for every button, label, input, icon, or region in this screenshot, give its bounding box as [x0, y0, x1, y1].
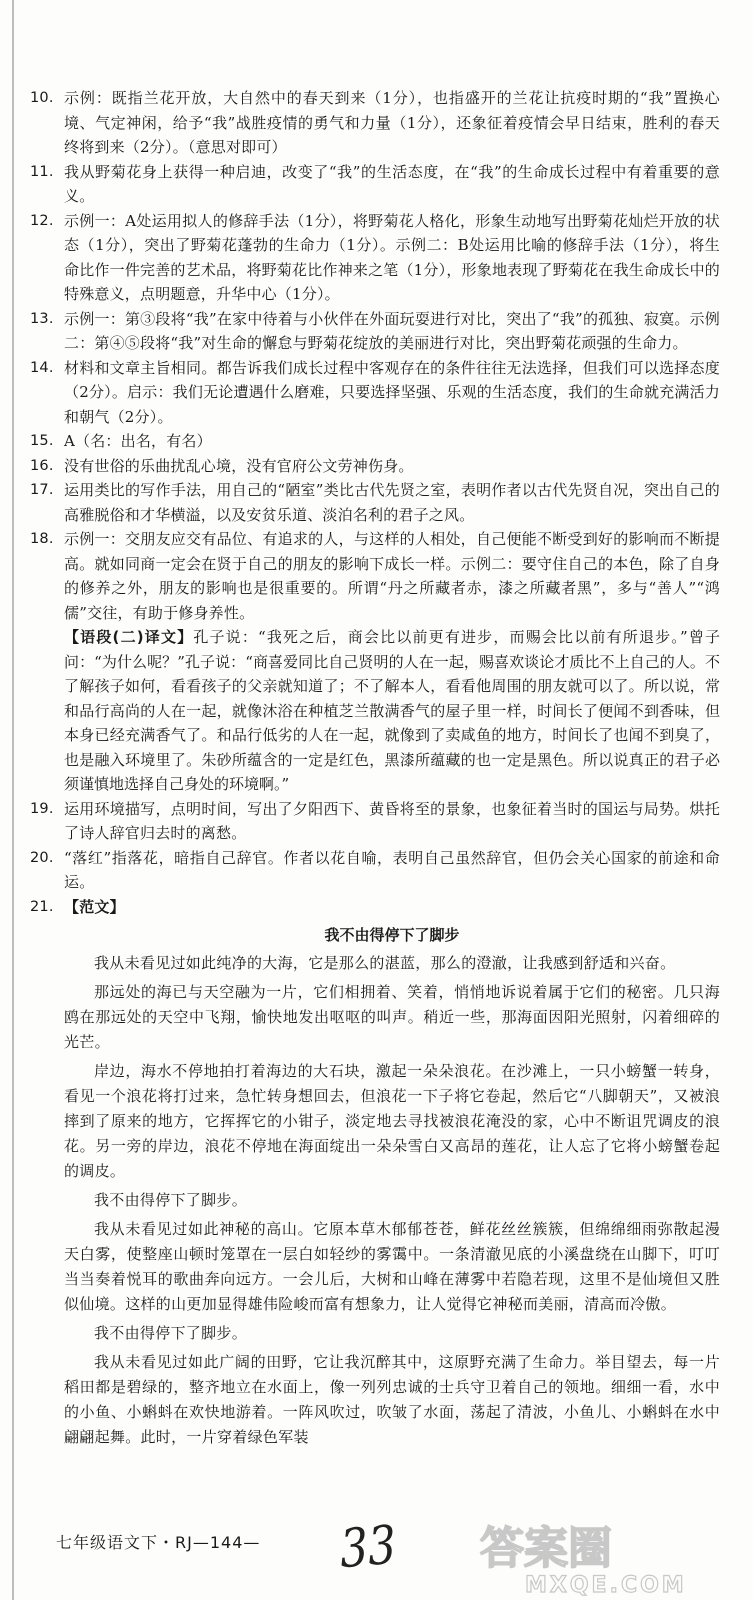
- answer-text: “落红”指落花，暗指自己辞官。作者以花自喻，表明自己虽然辞官，但仍会关心国家的前途和命运。: [64, 848, 720, 891]
- answer-item: [30, 356, 720, 430]
- essay-paragraph: 那远处的海已与天空融为一片，它们相拥着、笑着，悄悄地诉说着属于它们的秘密。几只海鸥在那远处的天空中飞翔，愉快地发出呕呕的叫声。稍近一些，那海面因阳光照射，闪着细碎的光芒。: [64, 983, 720, 1051]
- answer-text: 我从野菊花身上获得一种启迪，改变了“我”的生活态度，在“我”的生命成长过程中有着重要的意义。: [64, 162, 720, 205]
- answer-item: [30, 429, 720, 454]
- answer-item: [30, 527, 720, 625]
- answer-text: 示例：既指兰花开放，大自然中的春天到来（1分），也指盛开的兰花让抗疫时期的“我”置换心境、气定神闲，给予“我”战胜疫情的勇气和力量（1分），还象征着疫情会早日结束，胜利的春天终将到来（2分）。（意思对即可）: [64, 89, 720, 156]
- answer-text: 示例一：交朋友应交有品位、有追求的人，与这样的人相处，自己便能不断受到好的影响而不断提高。就如同商一定会在贤于自己的朋友的影响下成长一样。示例二：要守住自己的本色，除了自身的修养之外，朋友的影响也是很重要的。所谓“丹之所藏者赤，漆之所藏者黑”，多与“善人”“鸿儒”交往，有助于修身养性。: [64, 530, 720, 622]
- answer-item: [30, 209, 720, 307]
- essay-paragraph: 我从未看见过如此神秘的高山。它原本草木郁郁苍苍，鲜花丝丝簇簇，但绵绵细雨弥散起漫天白雾，使整座山顿时笼罩在一层白如轻纱的雾霭中。一条清澈见底的小溪盘绕在山脚下，叮叮当当奏着悦耳的歌曲奔向远方。一会儿后，大树和山峰在薄雾中若隐若现，这里不是仙境但又胜似仙境。这样的山更加显得雄伟险峻而富有想象力，让人觉得它神秘而美丽，清高而冷傲。: [64, 1220, 720, 1313]
- watermark-title: 答案圈: [480, 1523, 612, 1574]
- answer-item-21: [30, 895, 720, 920]
- answer-number: 19.: [30, 800, 54, 817]
- answer-number: 18.: [30, 531, 54, 547]
- translation-label: 【语段(二)译文】: [64, 628, 194, 646]
- essay-paragraph: 我从未看见过如此纯净的大海，它是那么的湛蓝，那么的澄澈，让我感到舒适和兴奋。: [94, 954, 676, 972]
- answer-item: [30, 160, 720, 209]
- answer-item: [30, 846, 720, 895]
- page-footer: 七年级语文下・RJ—144—: [56, 1533, 261, 1552]
- answer-number: 20.: [30, 849, 54, 866]
- answer-item: [30, 478, 720, 527]
- answer-text: A（名：出名，有名）: [64, 432, 212, 450]
- answer-number: 14.: [30, 359, 54, 376]
- translation-text: 孔子说：“我死之后，商会比以前更有进步，而赐会比以前有所退步。”曾子问：“为什么呢？”孔子说：“商喜爱同比自己贤明的人在一起，赐喜欢谈论才质比不上自己的人。不了解孩子如何，看看孩子的父亲就知道了；不了解本人，看看他周围的朋友就可以了。所以说，常和品行高尚的人在一起，就像沐浴在种植芝兰散满香气的屋子里一样，时间长了便闻不到香味，但本身已经充满香气了。和品行低劣的人在一起，就像到了卖咸鱼的地方，时间长了也闻不到臭了，也是融入环境里了。朱砂所蕴含的一定是红色，黑漆所蕴藏的也一定是黑色。所以说真正的君子必须谨慎地选择自己身处的环境啊。”: [64, 628, 720, 793]
- essay-paragraph: 我从未看见过如此广阔的田野，它让我沉醉其中，这原野充满了生命力。举目望去，每一片稻田都是碧绿的，整齐地立在水面上，像一列列忠诚的士兵守卫着自己的领地。细细一看，水中的小鱼、小蝌蚪在欢快地游着。一阵风吹过，吹皱了水面，荡起了清波，小鱼儿、小蝌蚪在水中翩翩起舞。此时，一片穿着绿色军装: [64, 1353, 720, 1446]
- translation-block: [30, 625, 720, 797]
- essay-paragraph: 岸边，海水不停地拍打着海边的大石块，激起一朵朵浪花。在沙滩上，一只小螃蟹一转身，看见一个浪花将打过来，急忙转身想回去，但浪花一下子将它卷起，然后它“八脚朝天”，又被浪摔到了原来的地方，它挥挥它的小钳子，淡定地去寻找被浪花淹没的家，心中不断诅咒调皮的浪花。另一旁的岸边，浪花不停地在海面绽出一朵朵雪白又高昂的莲花，让人忘了它将小螃蟹卷起的调皮。: [64, 1062, 720, 1180]
- answer-content: [30, 86, 720, 1454]
- answer-item: [30, 86, 720, 160]
- answer-item: [30, 797, 720, 846]
- answer-text: 示例一：第③段将“我”在家中待着与小伙伴在外面玩耍进行对比，突出了“我”的孤独、寂寞。示例二：第④⑤段将“我”对生命的懈怠与野菊花绽放的美丽进行对比，突出野菊花顽强的生命力。: [64, 309, 720, 352]
- model-essay-label: 【范文】: [64, 897, 125, 916]
- handwritten-page-number: 33: [338, 1514, 398, 1581]
- answer-text: 没有世俗的乐曲扰乱心境，没有官府公文劳神伤身。: [64, 456, 414, 475]
- answer-text: 运用类比的写作手法，用自己的“陋室”类比古代先贤之室，表明作者以古代先贤自况，突出自己的高雅脱俗和才华横溢，以及安贫乐道、淡泊名利的君子之风。: [64, 481, 720, 524]
- answer-number: 13.: [30, 310, 54, 327]
- answers-list-2: [30, 797, 720, 895]
- answer-text: 材料和文章主旨相同。都告诉我们成长过程中客观存在的条件往往无法选择，但我们可以选择态度（2分）。启示：我们无论遭遇什么磨难，只要选择坚强、乐观的生活态度，我们的生命就充满活力和朝气（2分）。: [64, 358, 720, 426]
- page-edge-rule: [12, 0, 14, 1600]
- essay-title: 我不由得停下了脚步: [324, 926, 460, 944]
- answer-number: 16.: [30, 457, 54, 474]
- answer-text: 示例一：A处运用拟人的修辞手法（1分），将野菊花人格化，形象生动地写出野菊花灿烂开放的状态（1分），突出了野菊花蓬勃的生命力（1分）。示例二：B处运用比喻的修辞手法（1分），将生命比作一件完善的艺术品，将野菊花比作神来之笔（1分），形象地表现了野菊花在我生命成长中的特殊意义，点明题意，升华中心（1分）。: [64, 211, 720, 303]
- answer-item: [30, 454, 720, 479]
- essay-paragraph: 我不由得停下了脚步。: [94, 1324, 248, 1342]
- answer-number: 21.: [30, 898, 54, 915]
- essay-body: [30, 951, 720, 1450]
- watermark-logo: [470, 1508, 753, 1600]
- answer-number: 11.: [30, 163, 54, 180]
- answer-item: [30, 307, 720, 356]
- answers-list: [30, 86, 720, 625]
- watermark-domain: MXQE.COM: [525, 1573, 687, 1598]
- answer-number: 12.: [30, 212, 54, 229]
- essay-paragraph: 我不由得停下了脚步。: [94, 1191, 248, 1209]
- answer-number: 10.: [30, 90, 54, 106]
- answer-number: 17.: [30, 482, 54, 498]
- answer-text: 运用环境描写，点明时间，写出了夕阳西下、黄昏将至的景象，也象征着当时的国运与局势。烘托了诗人辞官归去时的离愁。: [64, 799, 720, 842]
- answer-number: 15.: [30, 433, 54, 449]
